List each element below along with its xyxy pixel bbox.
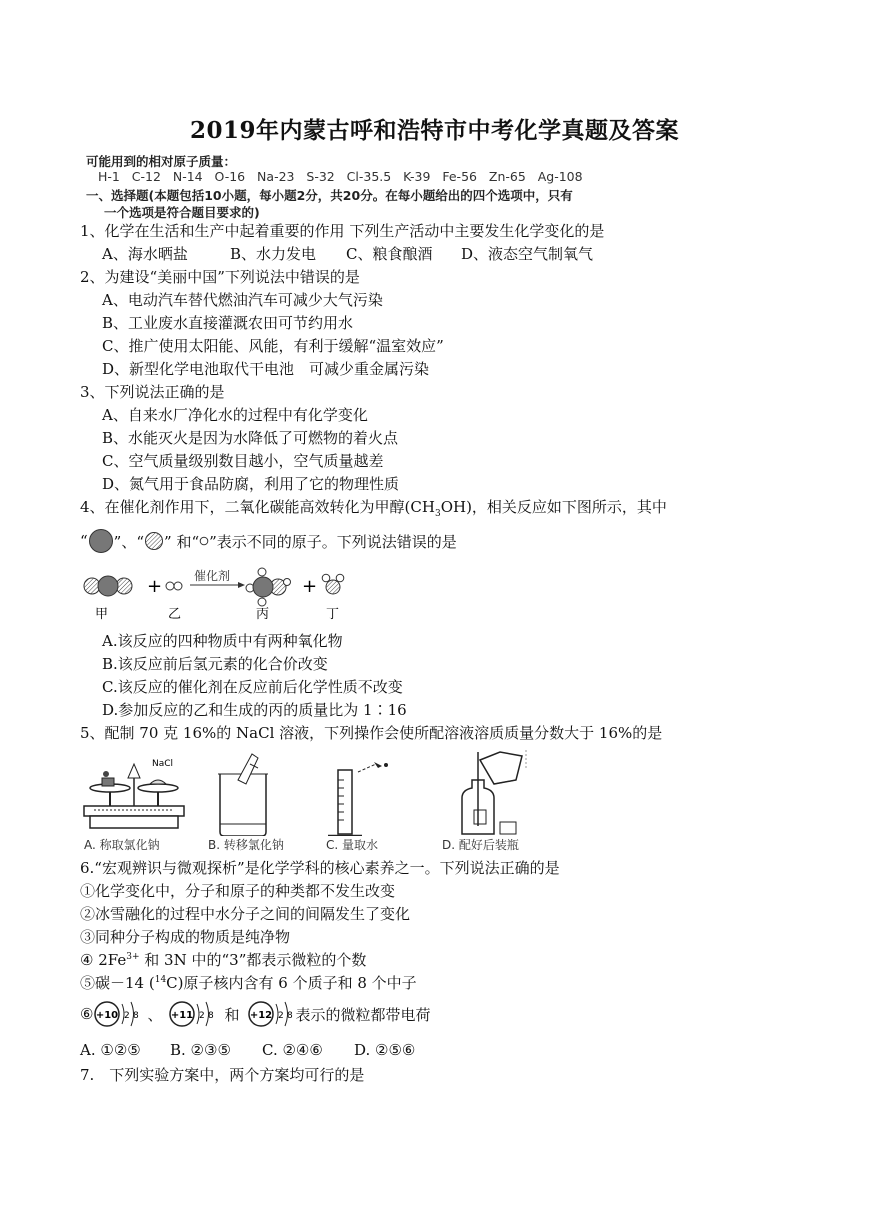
- ion2-nucleus: +11: [171, 1010, 194, 1021]
- ion1-shell1: 2: [124, 1011, 131, 1021]
- q6-option-d: D. ②⑤⑥: [354, 1041, 416, 1059]
- ion3-shell2: 8: [287, 1011, 294, 1021]
- q2-option-d: D、新型化学电池取代干电池 可减少重金属污染: [102, 360, 430, 378]
- q6-option-c: C. ②④⑥: [262, 1041, 323, 1059]
- label-yi: 乙: [168, 607, 182, 622]
- q1-option-d: D、液态空气制氧气: [461, 245, 594, 263]
- q4-legend-text: ”表示不同的原子。下列说法错误的是: [209, 532, 457, 551]
- q6-s4-pre: ④ 2Fe: [80, 951, 127, 969]
- nacl-label: NaCl: [152, 759, 174, 769]
- q6-s6-sep2: 和: [224, 1005, 240, 1024]
- ion3-nucleus: +12: [250, 1010, 273, 1021]
- q5-stem: 5、配制 70 克 16%的 NaCl 溶液，下列操作会使所配溶液溶质质量分数大于 16%的是: [80, 724, 663, 742]
- q6-s4-post: 和 3N 中的“3”都表示微粒的个数: [139, 951, 367, 969]
- q4-option-c: C.该反应的催化剂在反应前后化学性质不改变: [102, 678, 403, 696]
- molecule-bing: [246, 568, 291, 606]
- atomic-mass-values: H-1 C-12 N-14 O-16 Na-23 S-32 Cl-35.5 K-39 Fe-56 Zn-65 Ag-108: [98, 169, 583, 184]
- q6-statement-6: [80, 998, 431, 1030]
- atomic-mass-label: 可能用到的相对原子质量：: [86, 154, 237, 169]
- q4-stem-pre: 4、在催化剂作用下，二氧化碳能高效转化为甲醇(CH: [80, 498, 435, 516]
- q4-legend-sep2: ” 和“: [164, 532, 200, 551]
- ion1-nucleus: +10: [96, 1010, 119, 1021]
- ion-structure-1: [93, 998, 141, 1030]
- q2-stem: 2、为建设“美丽中国”下列说法中错误的是: [80, 268, 360, 286]
- q6-statement-4: [80, 949, 366, 970]
- ion-structure-2: [168, 998, 216, 1030]
- hatched-atom-icon: [144, 531, 164, 551]
- plus-sign-2: +: [302, 576, 318, 597]
- label-ding: 丁: [326, 607, 340, 622]
- q4-option-b: B.该反应前后氢元素的化合价改变: [102, 655, 328, 673]
- q4-legend: [80, 528, 457, 554]
- balance-icon: [84, 764, 184, 828]
- q6-s4-sup: 3+: [126, 952, 140, 962]
- q4-option-d: D.参加反应的乙和生成的丙的质量比为 1∶16: [102, 701, 407, 719]
- q2-option-b: B、工业废水直接灌溉农田可节约用水: [102, 314, 354, 332]
- q1-option-a: A、海水晒盐: [102, 245, 188, 263]
- label-bing: 丙: [256, 607, 270, 622]
- beaker-icon: [218, 754, 268, 836]
- q1-option-b: B、水力发电: [230, 245, 317, 263]
- q3-stem: 3、下列说法正确的是: [80, 383, 225, 401]
- graduated-cylinder-icon: [328, 762, 388, 836]
- ion-structure-3: [247, 998, 295, 1030]
- ion2-shell2: 8: [208, 1011, 215, 1021]
- q6-s6-pre: ⑥: [80, 1005, 94, 1023]
- q6-option-b: B. ②③⑤: [170, 1041, 231, 1059]
- q6-statement-2: ②冰雪融化的过程中水分子之间的间隔发生了变化: [80, 905, 411, 923]
- molecule-yi: [166, 582, 182, 590]
- q3-option-c: C、空气质量级别数目越小，空气质量越差: [102, 452, 384, 470]
- q6-s5-sup: 14: [154, 975, 167, 985]
- q2-option-a: A、电动汽车替代燃油汽车可减少大气污染: [102, 291, 383, 309]
- q4-legend-quote: “: [80, 532, 88, 550]
- section1-instruction-line1: 一、选择题(本题包括10小题，每小题2分，共20分。在每小题给出的四个选项中，只有: [86, 188, 573, 203]
- q1-option-c: C、粮食酿酒: [346, 245, 433, 263]
- ion3-shell1: 2: [278, 1011, 285, 1021]
- q6-statement-3: ③同种分子构成的物质是纯净物: [80, 928, 291, 946]
- q6-statement-5: [80, 972, 417, 993]
- reaction-arrow-head: [238, 582, 245, 588]
- page-title: 2019年内蒙古呼和浩特市中考化学真题及答案: [189, 117, 679, 144]
- q6-stem: 6.“宏观辨识与微观探析”是化学学科的核心素养之一。下列说法正确的是: [80, 859, 560, 877]
- q5-caption-c: C. 量取水: [326, 838, 379, 852]
- section1-instruction-line2: 一个选项是符合题目要求的): [104, 205, 260, 220]
- q6-s6-sep1: 、: [147, 1005, 163, 1024]
- q7-stem: 7. 下列实验方案中，两个方案均可行的是: [80, 1066, 365, 1084]
- q4-stem-post: OH)，相关反应如下图所示，其中: [440, 498, 667, 516]
- label-jia: 甲: [95, 607, 109, 622]
- q3-option-d: D、氮气用于食品防腐，利用了它的物理性质: [102, 475, 400, 493]
- ion1-shell2: 8: [133, 1011, 140, 1021]
- q4-reaction-diagram: [80, 566, 370, 624]
- q6-s6-post: 表示的微粒都带电荷: [295, 1005, 431, 1024]
- grey-atom-icon: [88, 528, 114, 554]
- q5-caption-d: D. 配好后装瓶: [442, 838, 519, 852]
- q4-stem-sub: 3: [434, 509, 441, 519]
- q6-s5-post: C)原子核内含有 6 个质子和 8 个中子: [166, 974, 417, 992]
- q3-option-b: B、水能灭火是因为水降低了可燃物的着火点: [102, 429, 399, 447]
- q2-option-c: C、推广使用太阳能、风能，有利于缓解“温室效应”: [102, 337, 444, 355]
- q6-option-a: A. ①②⑤: [80, 1041, 141, 1059]
- q3-option-a: A、自来水厂净化水的过程中有化学变化: [102, 406, 368, 424]
- q5-experiment-figure: [80, 750, 535, 852]
- white-atom-icon: [199, 536, 209, 546]
- q4-legend-sep1: ”、“: [113, 532, 145, 551]
- q1-stem: 1、化学在生活和生产中起着重要的作用 下列生产活动中主要发生化学变化的是: [80, 222, 605, 240]
- catalyst-label: 催化剂: [194, 569, 231, 583]
- ion2-shell1: 2: [199, 1011, 206, 1021]
- molecule-jia: [84, 576, 132, 596]
- reagent-bottle-icon: [462, 750, 526, 834]
- q4-option-a: A.该反应的四种物质中有两种氧化物: [102, 632, 343, 650]
- q6-statement-1: ①化学变化中，分子和原子的种类都不发生改变: [80, 882, 396, 900]
- molecule-ding: [322, 574, 344, 594]
- q5-caption-a: A. 称取氯化钠: [84, 838, 160, 852]
- q6-s5-pre: ⑤碳－14 (: [80, 974, 155, 992]
- plus-sign-1: +: [147, 576, 163, 597]
- q5-caption-b: B. 转移氯化钠: [208, 838, 284, 852]
- q4-stem: [80, 496, 667, 519]
